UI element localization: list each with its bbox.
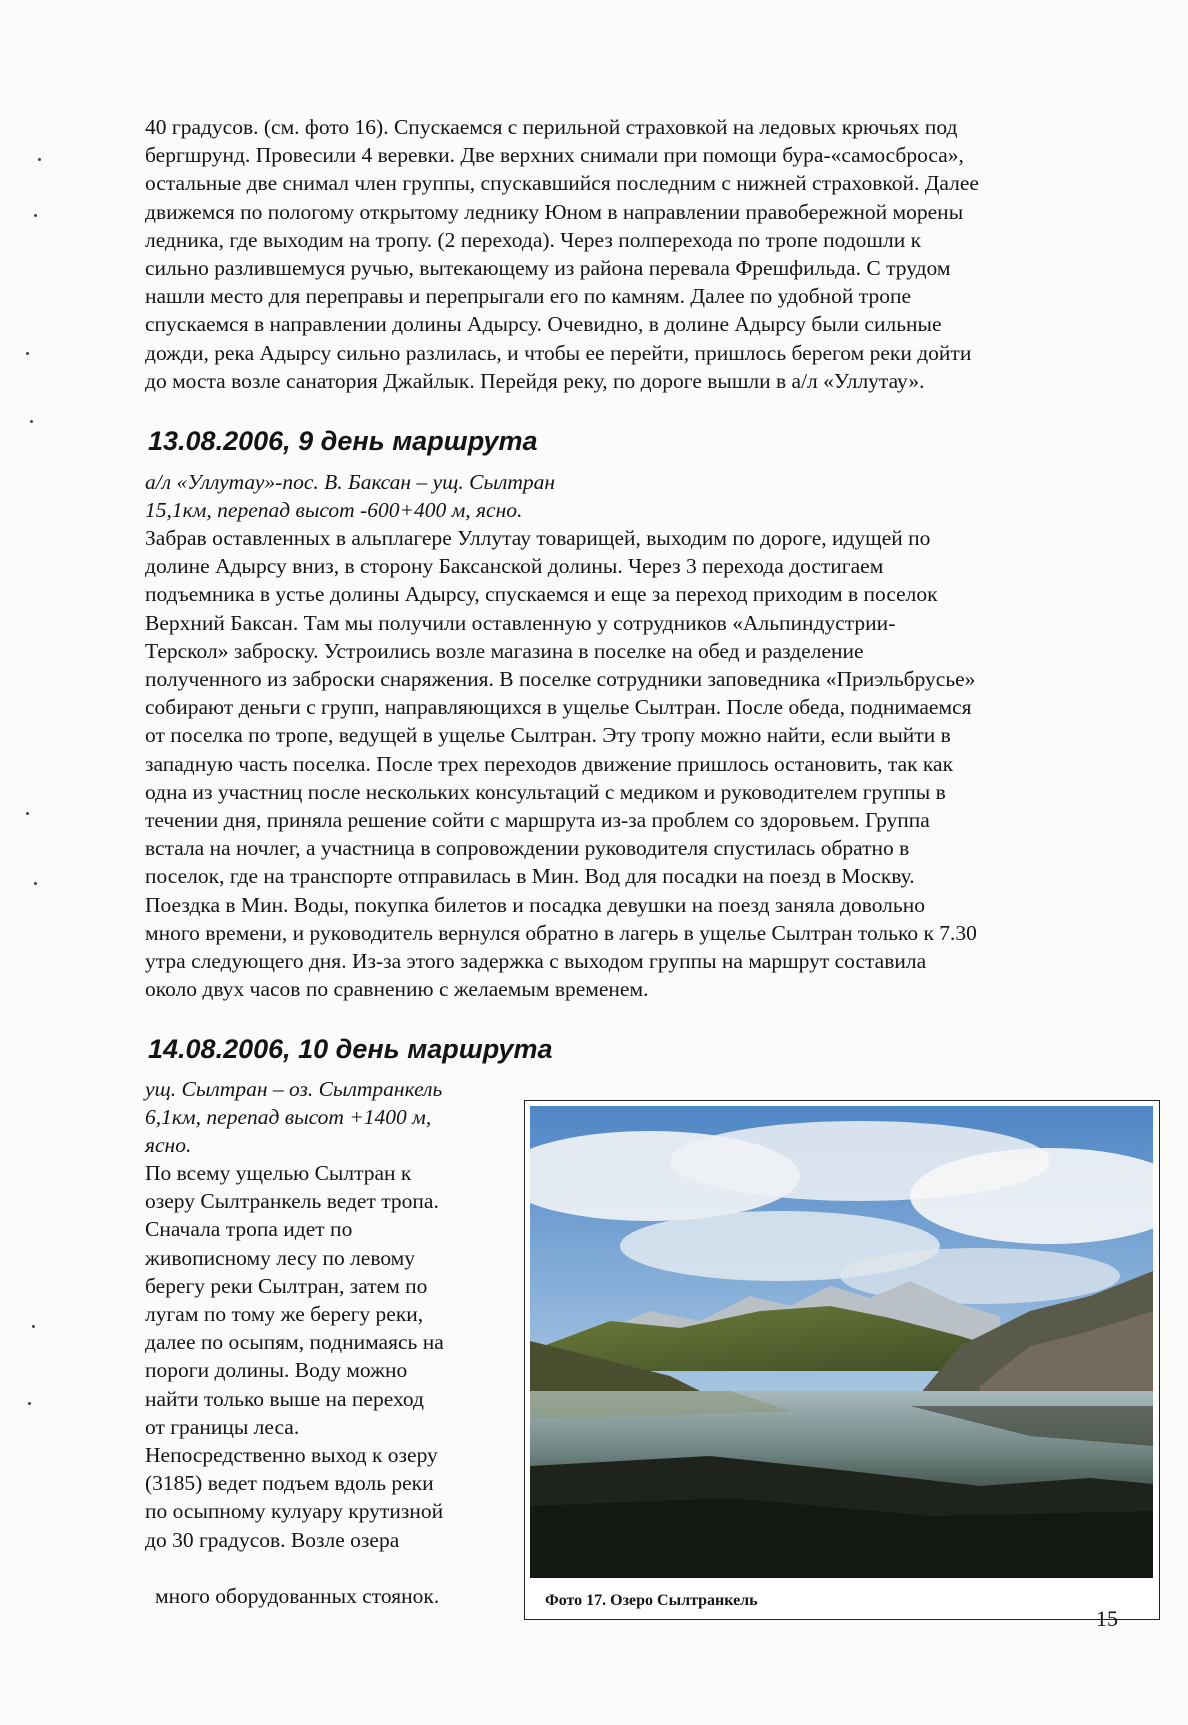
scan-speck (34, 882, 37, 885)
text-line: до моста возле санатория Джайлык. Перейдя реку, по дороге вышли в а/л «Уллутау». (145, 368, 925, 393)
scan-speck (26, 352, 29, 355)
text-line: далее по осыпям, поднимаясь на (145, 1330, 444, 1355)
scan-speck (32, 1325, 35, 1328)
day10-stats: 6,1км, перепад высот +1400 м, (145, 1105, 432, 1129)
scan-speck (34, 214, 37, 217)
text-line: живописному лесу по левому (145, 1245, 416, 1270)
text-line: Терскол» заброску. Устроились возле магазина в поселке на обед и разделение (145, 638, 864, 663)
day9-heading: 13.08.2006, 9 день маршрута (148, 426, 538, 456)
day9-paragraph (145, 524, 1075, 1003)
day9-stats: 15,1км, перепад высот -600+400 м, ясно. (145, 498, 523, 522)
text-line: по осыпному кулуару крутизной (145, 1499, 444, 1524)
text-line: ледника, где выходим на тропу. (2 перехода). Через полперехода по тропе подошли к (145, 227, 922, 252)
day9-route: а/л «Уллутау»-пос. В. Баксан – ущ. Сылтран (145, 470, 556, 494)
scan-speck (38, 158, 41, 161)
text-line: бергшрунд. Провесили 4 веревки. Две верхних снимали при помощи бура-«самосброса», (145, 143, 964, 168)
text-line: западную часть поселка. После трех переходов движение пришлось остановить, так как (145, 751, 954, 776)
day10-route: ущ. Сылтран – оз. Сылтранкель (145, 1077, 443, 1101)
text-line: поселок, где на транспорте отправилась в Мин. Вод для посадки на поезд в Москву. (145, 864, 915, 889)
day10-last-line: много оборудованных стоянок. (155, 1584, 440, 1608)
scan-speck (30, 420, 33, 423)
text-line: 40 градусов. (см. фото 16). Спускаемся с перильной страховкой на ледовых крючьях под (145, 115, 958, 139)
text-line: Верхний Баксан. Там мы получили оставленную у сотрудников «Альпиндустрии- (145, 610, 896, 635)
day10-heading: 14.08.2006, 10 день маршрута (148, 1034, 553, 1064)
text-line: течении дня, приняла решение сойти с маршрута из-за проблем со здоровьем. Группа (145, 808, 930, 833)
text-line: Поездка в Мин. Воды, покупка билетов и посадка девушки на поезд заняла довольно (145, 892, 925, 917)
text-line: много времени, и руководитель вернулся обратно в лагерь в ущелье Сылтран только к 7.30 (145, 920, 977, 945)
day10-weather: ясно. (145, 1133, 192, 1157)
scan-speck (28, 1402, 31, 1405)
day10-paragraph (145, 1159, 525, 1554)
text-line: от границы леса. (145, 1414, 300, 1439)
text-line: около двух часов по сравнению с желаемым временем. (145, 977, 649, 1002)
text-line: (3185) ведет подъем вдоль реки (145, 1471, 434, 1496)
text-line: дожди, река Адырсу сильно разлилась, и чтобы ее перейти, пришлось берегом реки дойти (145, 340, 972, 365)
text-line: По всему ущелью Сылтран к (145, 1161, 412, 1185)
text-line: спускаемся в направлении долины Адырсу. Очевидно, в долине Адырсу были сильные (145, 312, 942, 337)
intro-paragraph (145, 113, 1075, 395)
text-line: Непосредственно выход к озеру (145, 1443, 438, 1468)
text-line: собирают деньги с групп, направляющихся в ущелье Сылтран. После обеда, поднимаемся (145, 695, 972, 720)
text-line: пороги долины. Воду можно (145, 1358, 408, 1383)
text-line: утра следующего дня. Из-за этого задержка с выходом группы на маршрут составила (145, 949, 927, 974)
text-line: нашли место для переправы и перепрыгали его по камням. Далее по удобной тропе (145, 284, 911, 309)
text-line: лугам по тому же берегу реки, (145, 1302, 424, 1327)
text-line: подъемника в устье долины Адырсу, спускаемся и еще за переход приходим в поселок (145, 582, 938, 607)
photo-figure (524, 1100, 1160, 1620)
text-line: одна из участниц после нескольких консультаций с медиком и руководителем группы в (145, 779, 946, 804)
page-number: 15 (1096, 1606, 1118, 1631)
text-line: найти только выше на переход (145, 1386, 424, 1411)
text-line: полученного из заброски снаряжения. В поселке сотрудники заповедника «Приэльбрусье» (145, 667, 976, 692)
text-line: от поселка по тропе, ведущей в ущелье Сылтран. Эту тропу можно найти, если выйти в (145, 723, 951, 748)
lake-photo (530, 1106, 1153, 1578)
text-line: озеру Сылтранкель ведет тропа. (145, 1189, 439, 1214)
text-line: движемся по пологому открытому леднику Юном в направлении правобережной морены (145, 199, 964, 224)
text-line: Сначала тропа идет по (145, 1217, 353, 1242)
text-line: Забрав оставленных в альплагере Уллутау товарищей, выходим по дороге, идущей по (145, 526, 931, 550)
text-line: до 30 градусов. Возле озера (145, 1527, 400, 1552)
text-line: берегу реки Сылтран, затем по (145, 1273, 428, 1298)
text-line: встала на ночлег, а участница в сопровождении руководителя спустилась обратно в (145, 836, 910, 861)
text-line: сильно разлившемуся ручью, вытекающему из района перевала Фрешфильда. С трудом (145, 256, 951, 281)
photo-caption: Фото 17. Озеро Сылтранкель (545, 1592, 758, 1609)
text-line: долине Адырсу вниз, в сторону Баксанской долины. Через 3 перехода достигаем (145, 554, 884, 579)
scan-speck (26, 812, 29, 815)
text-line: остальные две снимал член группы, спускавшийся последним с нижней страховкой. Далее (145, 171, 979, 196)
